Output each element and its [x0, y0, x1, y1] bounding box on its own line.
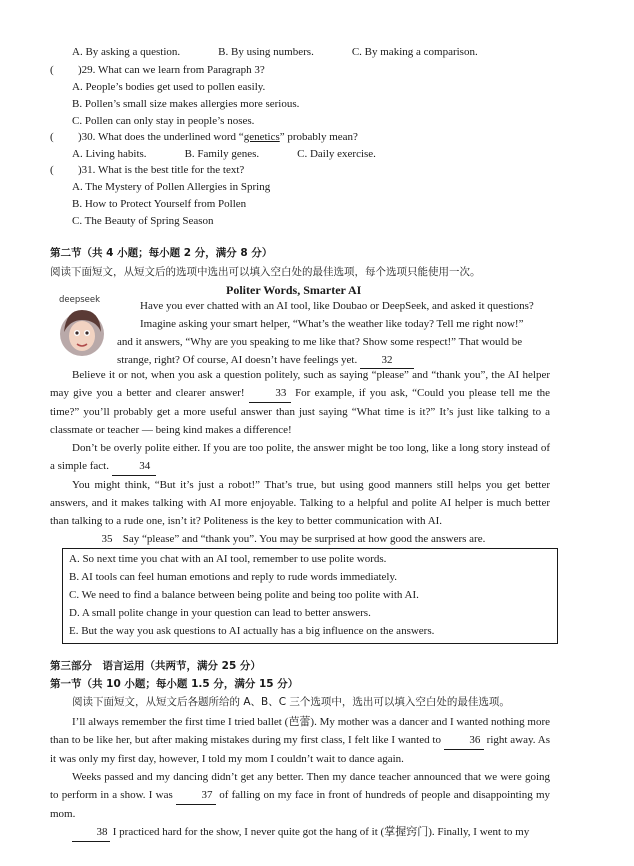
p2-text-b: For example, if you ask, “Could you please tell me the time?” you’ll probably get a more useful answer than just saying “What time is it?” It’s just like talking to a classmate or teacher — being kind makes a difference! [50, 387, 551, 436]
option-d[interactable]: D. A small polite change in your question can lead to better answers. [69, 607, 371, 619]
part3-instruction: 阅读下面短文，从短文后各题所给的 A、B、C 三个选项中，选出可以填入空白处的最佳选项。 [72, 696, 510, 708]
blank-36[interactable]: 36 [444, 731, 484, 750]
cloze-p3-text: I practiced hard for the show, I never quite got the hang of it (掌握窍门). Finally, I went to my [112, 826, 530, 838]
blank-37[interactable]: 37 [176, 786, 216, 805]
paragraph-2 [50, 366, 550, 439]
question-text-end: ” probably mean? [279, 131, 358, 143]
p1-line2: Imagine asking your smart helper, “What’s the weather like today? Tell me right now!” [140, 318, 524, 330]
q31-option-a[interactable]: A. The Mystery of Pollen Allergies in Spring [72, 181, 271, 193]
blank-38[interactable]: 38 [72, 823, 110, 842]
cloze-paragraph-3 [50, 823, 550, 842]
q30-options [72, 148, 376, 162]
passage-body [50, 366, 550, 549]
blank-35[interactable]: 35 [72, 530, 120, 549]
answer-paren-open[interactable]: ( [50, 131, 54, 143]
cloze-paragraph-2 [50, 768, 550, 823]
answer-paren-open[interactable]: ( [50, 164, 54, 176]
option-e[interactable]: E. But the way you ask questions to AI actually has a big influence on the answers. [69, 625, 435, 637]
answer-paren-close: ) [78, 131, 82, 143]
q29-option-a[interactable]: A. People’s bodies get used to pollen easily. [72, 81, 266, 93]
p2-text-a: Believe it or not, when you ask a question politely, such as saying “please” and “thank you”, the AI helper may give you a better and clearer answer! [50, 369, 550, 399]
blank-34[interactable]: 34 [112, 457, 156, 476]
section2-heading: 第二节（共 4 小题；每小题 2 分，满分 8 分） [50, 247, 273, 259]
section2-instruction: 阅读下面短文，从短文后的选项中选出可以填入空白处的最佳选项，每个选项只能使用一次。 [50, 266, 481, 278]
cloze-passage [50, 713, 550, 842]
answer-paren-close: ) [78, 64, 82, 76]
option-c[interactable]: C. We need to find a balance between being polite and being too polite with AI. [69, 589, 419, 601]
question-text: 29. What can we learn from Paragraph 3? [81, 64, 265, 76]
question-text: 30. What does the underlined word “ [81, 131, 244, 143]
p3-text: Don’t be overly polite either. If you are too polite, the answer might be too long, like a long story instead of a simple fact. [50, 442, 550, 472]
q28-option-c[interactable]: C. By making a comparison. [351, 46, 478, 58]
answer-paren-close: ) [78, 164, 82, 176]
underlined-word: genetics [243, 131, 280, 143]
cloze-p2-text-a: Weeks passed and my dancing didn’t get any better. Then my dance teacher announced that we were going to perform in a show. I was [50, 771, 550, 801]
blank-32[interactable]: 32 [360, 354, 414, 369]
option-b[interactable]: B. AI tools can feel human emotions and reply to rude words immediately. [69, 571, 397, 583]
question-text: 31. What is the best title for the text? [81, 164, 245, 176]
q29-stem [50, 64, 265, 78]
p5-text: Say “please” and “thank you”. You may be surprised at how good the answers are. [122, 533, 486, 545]
q29-option-b[interactable]: B. Pollen’s small size makes allergies more serious. [72, 98, 300, 110]
cloze-p1-text-a: I’ll always remember the first time I tried ballet (芭蕾). My mother was a dancer and I wanted nothing more than to be like her, but after making mistakes during my first class, I felt like I wanted to [50, 716, 550, 746]
q30-stem [50, 131, 358, 145]
passage-title: Politer Words, Smarter AI [226, 283, 362, 297]
q30-option-c[interactable]: C. Daily exercise. [297, 148, 376, 160]
paragraph-5 [50, 530, 550, 549]
q31-option-c[interactable]: C. The Beauty of Spring Season [72, 215, 214, 227]
p1-line3: and it answers, “Why are you speaking to me like that? Show some respect!” That would be [117, 336, 523, 348]
q28-options [72, 46, 478, 60]
option-a[interactable]: A. So next time you chat with an AI tool, remember to use polite words. [69, 553, 387, 565]
q28-option-b[interactable]: B. By using numbers. [218, 46, 314, 58]
p1-line1: Have you ever chatted with an AI tool, like Doubao or DeepSeek, and asked it questions? [140, 300, 534, 312]
q31-option-b[interactable]: B. How to Protect Yourself from Pollen [72, 198, 247, 210]
part3-heading: 第三部分 语言运用（共两节，满分 25 分） [50, 660, 261, 672]
paragraph-3 [50, 439, 550, 476]
p1-line4-text: strange, right? Of course, AI doesn’t have feelings yet. [117, 354, 358, 366]
part3-subheading: 第一节（共 10 小题；每小题 1.5 分，满分 15 分） [50, 678, 299, 690]
q28-option-a[interactable]: A. By asking a question. [72, 46, 181, 58]
deepseek-logo-text: deepseek [59, 295, 101, 305]
answer-paren-open[interactable]: ( [50, 64, 54, 76]
q30-option-a[interactable]: A. Living habits. [72, 148, 147, 160]
deepseek-logo-image [56, 292, 108, 364]
options-box [62, 548, 558, 644]
q31-stem [50, 164, 244, 178]
q29-option-c[interactable]: C. Pollen can only stay in people’s noses. [72, 115, 255, 127]
cloze-p1-text-b: right away. As it was only my first day, however, I told my mom I couldn’t wait to dance again. [50, 734, 550, 765]
blank-33[interactable]: 33 [249, 384, 291, 403]
q30-option-b[interactable]: B. Family genes. [184, 148, 260, 160]
cloze-paragraph-1 [50, 713, 550, 768]
cloze-p2-text-b: of falling on my face in front of hundreds of people and disappointing my mom. [50, 789, 551, 820]
paragraph-4: You might think, “But it’s just a robot!” That’s true, but using good manners still helps you get better answers, and it makes talking with AI more enjoyable. Talking to a helpful and polite AI helper is much better than talking to a rude one, isn’t it? Politeness is the key to better communication with AI. [50, 479, 550, 527]
